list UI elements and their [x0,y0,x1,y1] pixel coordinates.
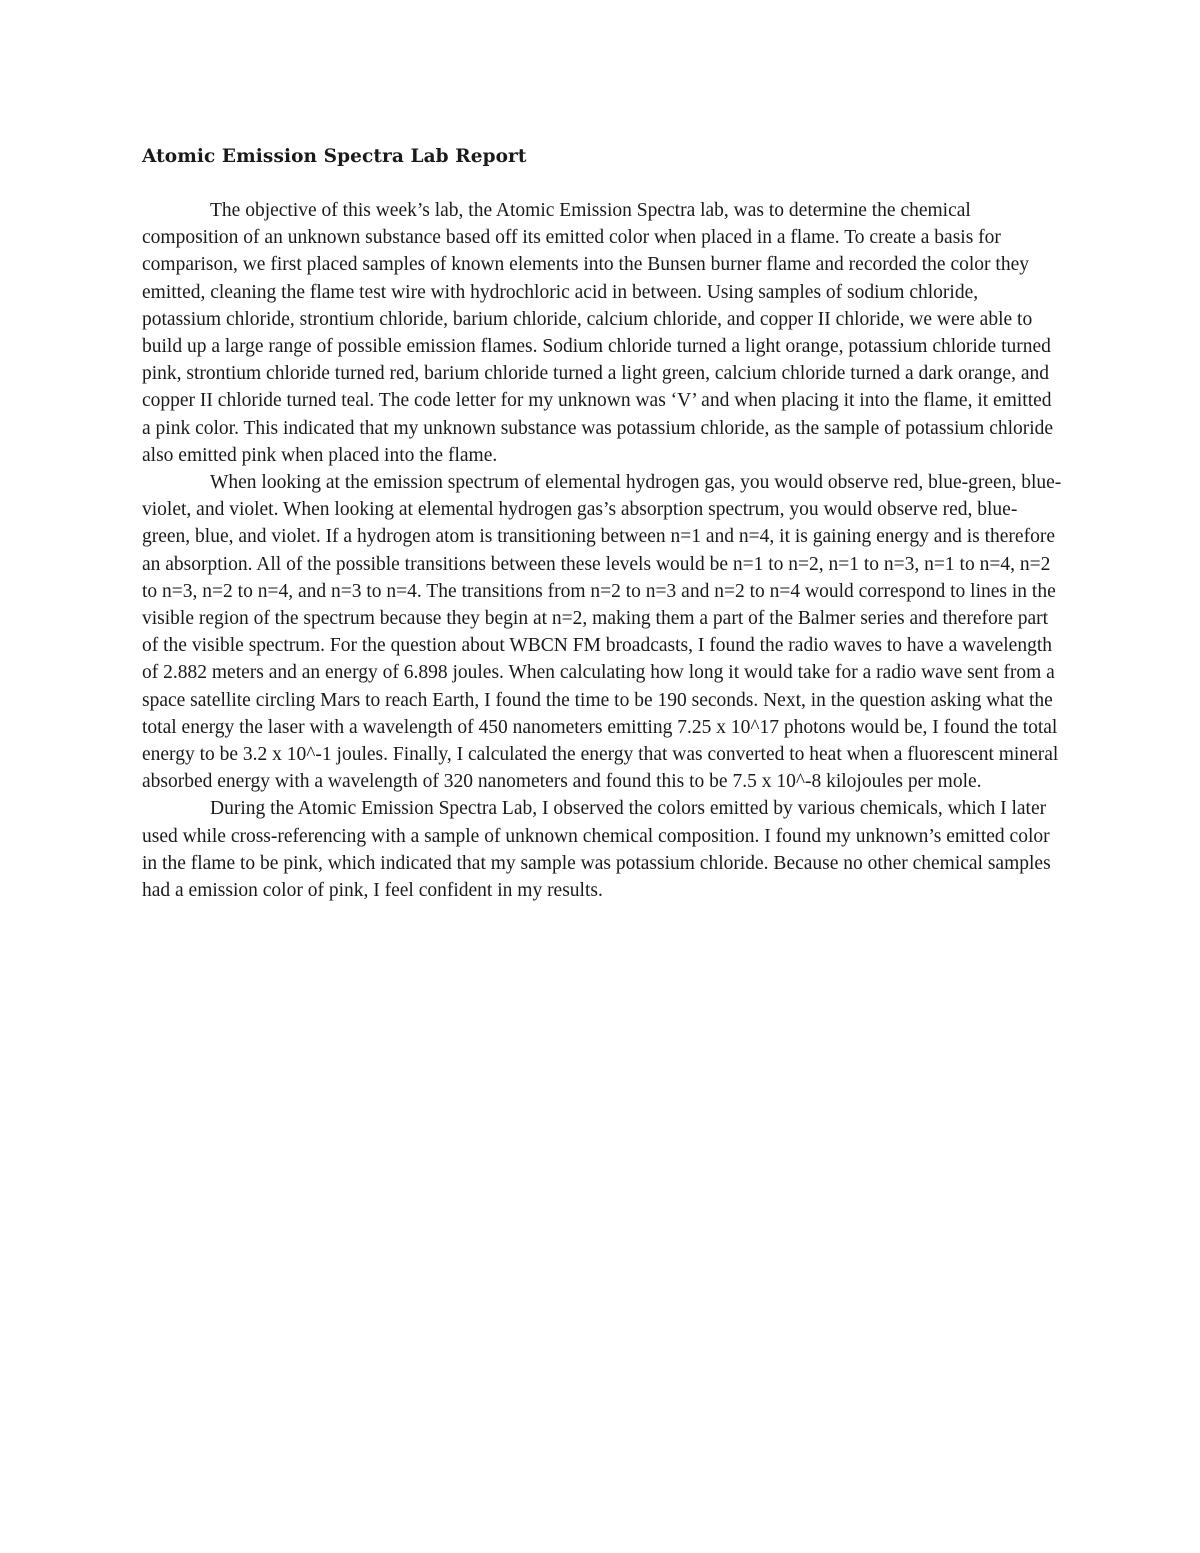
paragraph-objective: The objective of this week’s lab, the Atomic Emission Spectra lab, was to determine the chemical composition of an unknown substance based off its emitted color when placed in a flame. To create a basis for comparison, we first placed samples of known elements into the Bunsen burner flame and recorded the color they emitted, cleaning the flame test wire with hydrochloric acid in between. Using samples of sodium chloride, potassium chloride, strontium chloride, barium chloride, calcium chloride, and copper II chloride, we were able to build up a large range of possible emission flames. Sodium chloride turned a light orange, potassium chloride turned pink, strontium chloride turned red, barium chloride turned a light green, calcium chloride turned a dark orange, and copper II chloride turned teal. The code letter for my unknown was ‘V’ and when placing it into the flame, it emitted a pink color. This indicated that my unknown substance was potassium chloride, as the sample of potassium chloride also emitted pink when placed into the flame. [142,200,1054,466]
paragraph-hydrogen-spectrum: When looking at the emission spectrum of elemental hydrogen gas, you would observe red, blue-green, blue-violet, and violet. When looking at elemental hydrogen gas’s absorption spectrum, you would observe red, blue-green, blue, and violet. If a hydrogen atom is transitioning between n=1 and n=4, it is gaining energy and is therefore an absorption. All of the possible transitions between these levels would be n=1 to n=2, n=1 to n=3, n=1 to n=4, n=2 to n=3, n=2 to n=4, and n=3 to n=4. The transitions from n=2 to n=3 and n=2 to n=4 would correspond to lines in the visible region of the spectrum because they begin at n=2, making them a part of the Balmer series and therefore part of the visible spectrum. For the question about WBCN FM broadcasts, I found the radio waves to have a wavelength of 2.882 meters and an energy of 6.898 joules. When calculating how long it would take for a radio wave sent from a space satellite circling Mars to reach Earth, I found the time to be 190 seconds. Next, in the question asking what the total energy the laser with a wavelength of 450 nanometers emitting 7.25 x 10^17 photons would be, I found the total energy to be 3.2 x 10^-1 joules. Finally, I calculated the energy that was converted to heat when a fluorescent mineral absorbed energy with a wavelength of 320 nanometers and found this to be 7.5 x 10^-8 kilojoules per mole. [142,472,1062,793]
document-body [142,143,1062,904]
paragraph-conclusion: During the Atomic Emission Spectra Lab, I observed the colors emitted by various chemicals, which I later used while cross-referencing with a sample of unknown chemical composition. I found my unknown’s emitted color in the flame to be pink, which indicated that my sample was potassium chloride. Because no other chemical samples had a emission color of pink, I feel confident in my results. [142,798,1051,902]
document-title: Atomic Emission Spectra Lab Report [142,146,527,167]
